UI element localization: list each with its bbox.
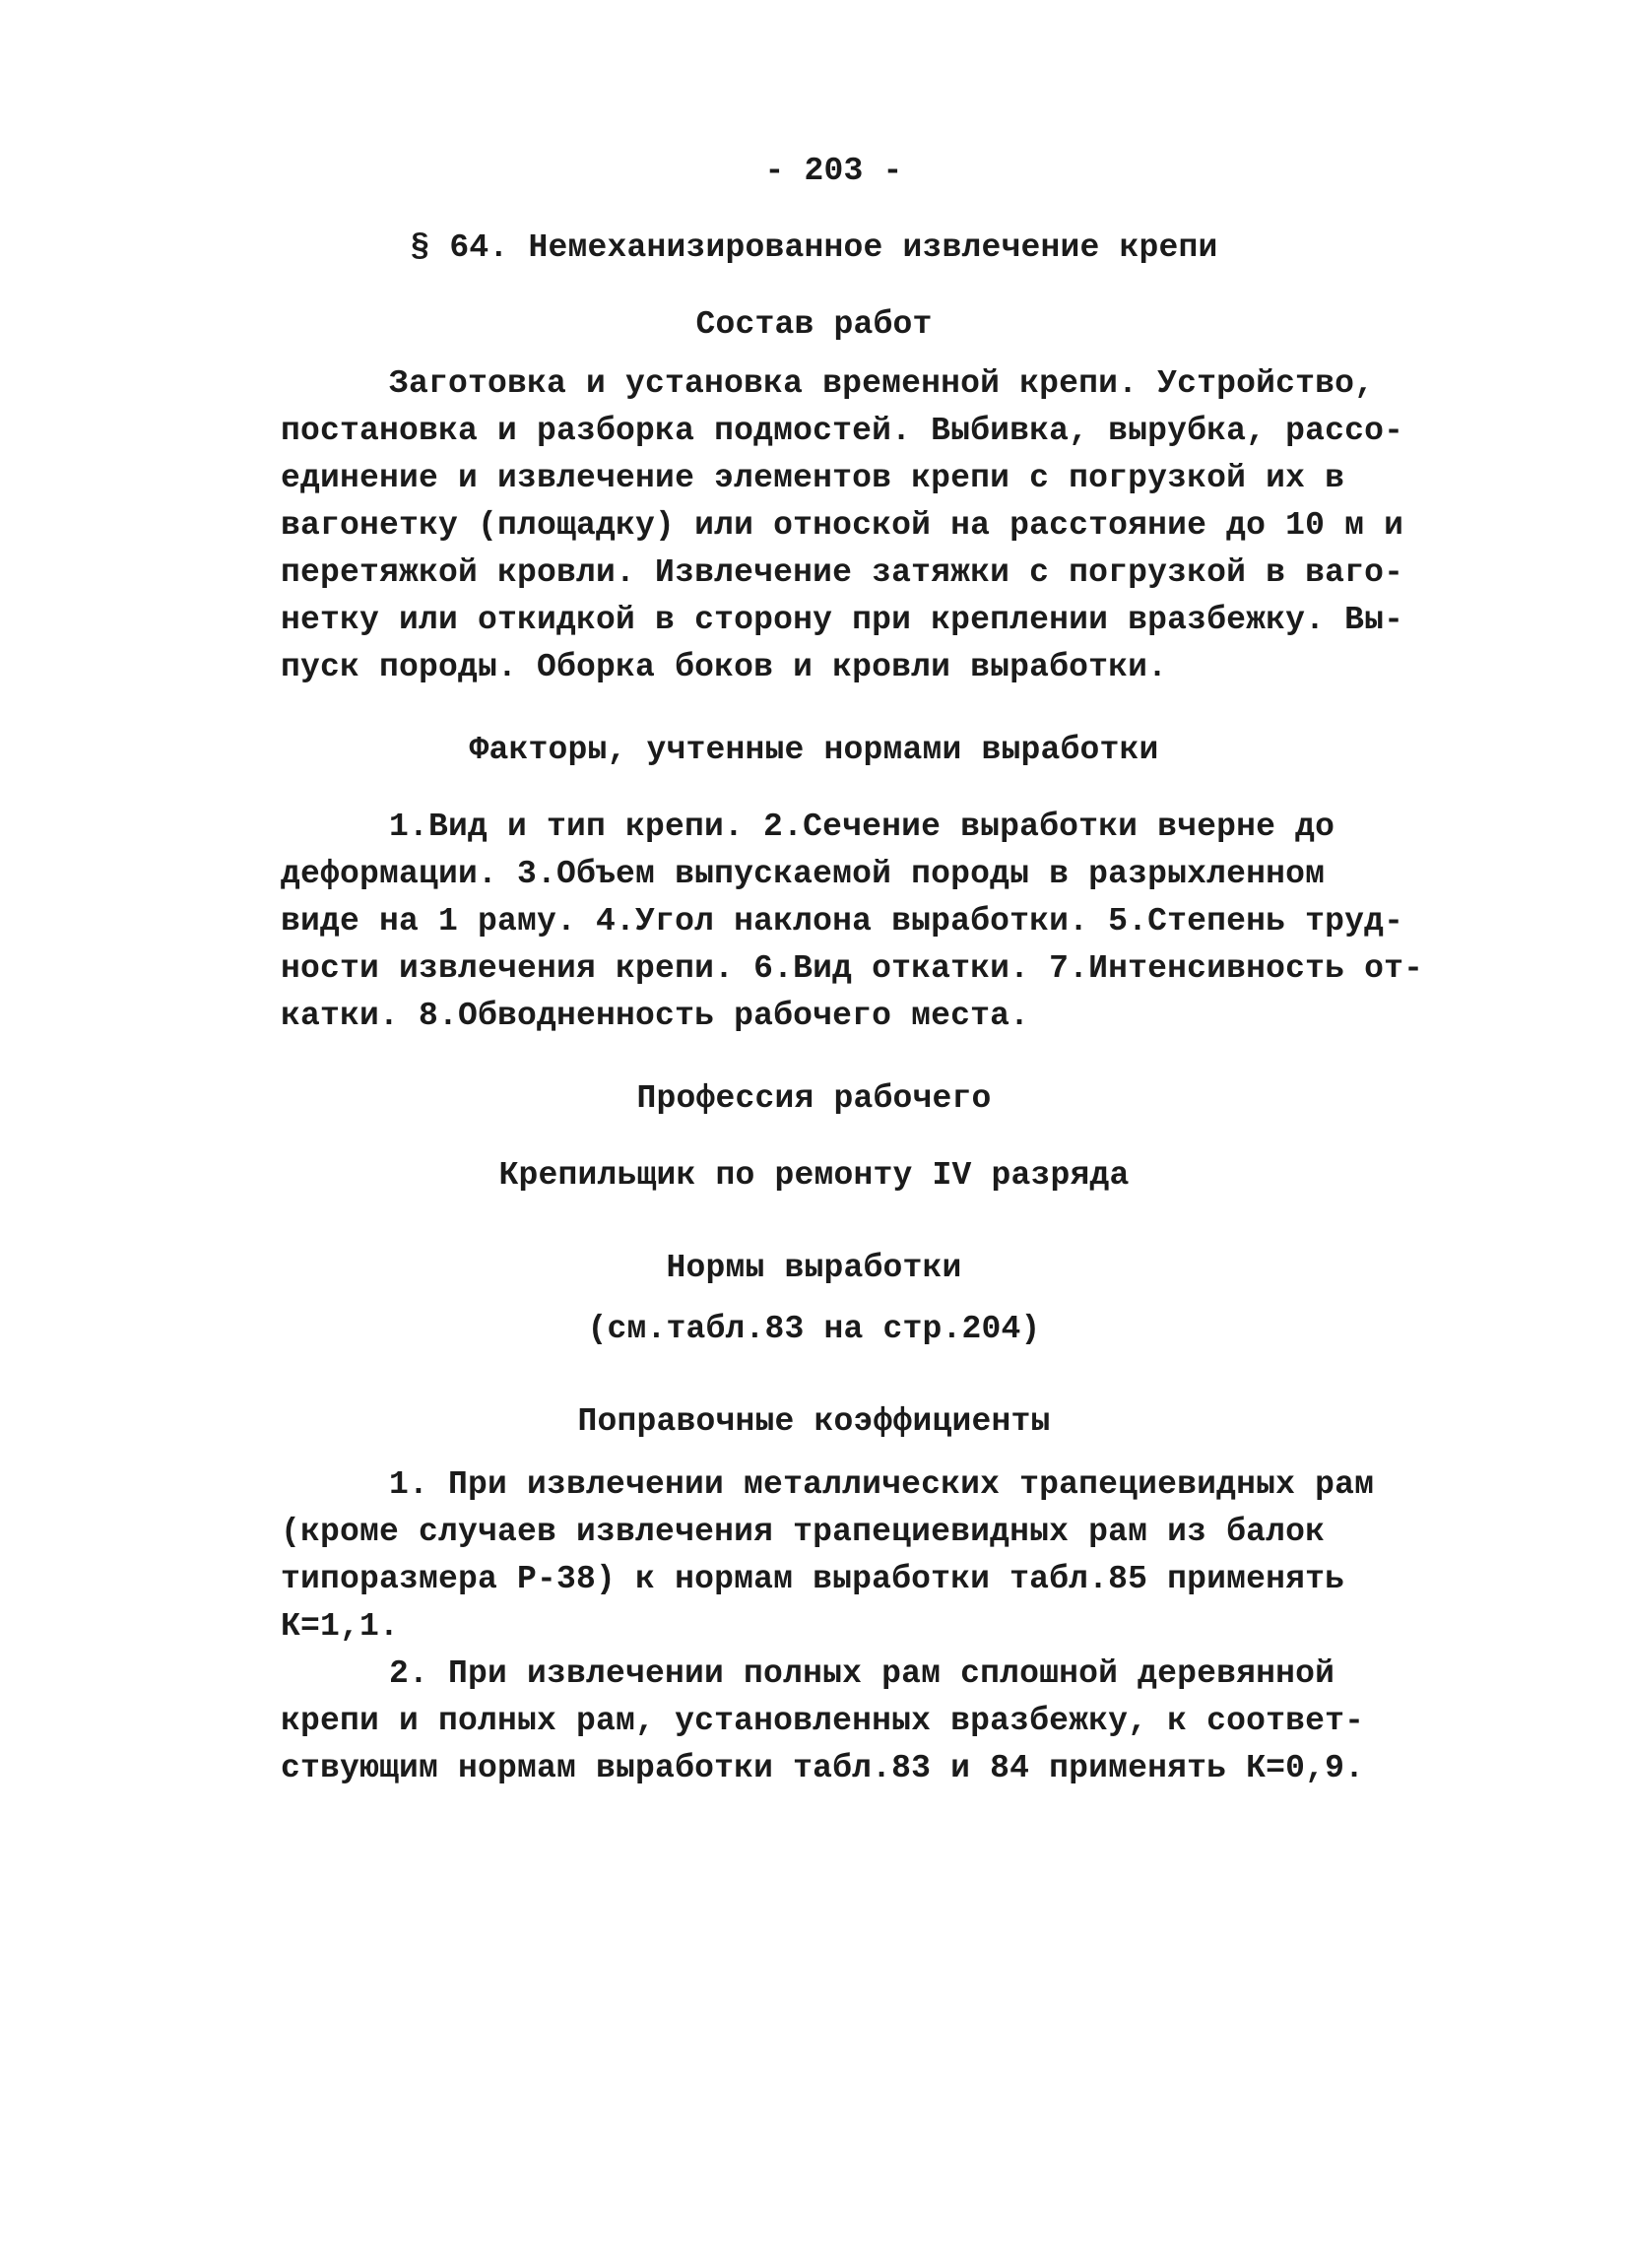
section-title: § 64. Немеханизированное извлечение крепи	[410, 229, 1218, 266]
norms-table-reference: (см.табл.83 на стр.204)	[587, 1311, 1041, 1347]
profession-value: Крепильщик по ремонту IV разряда	[498, 1157, 1130, 1194]
composition-line: нетку или откидкой в сторону при креплении вразбежку. Вы-	[281, 602, 1404, 638]
norms-heading: Нормы выработки	[666, 1250, 962, 1286]
factors-line: катки. 8.Обводненность рабочего места.	[281, 998, 1030, 1034]
coefficients-line: типоразмера Р-38) к нормам выработки табл.85 применять	[281, 1561, 1345, 1597]
factors-line: 1.Вид и тип крепи. 2.Сечение выработки вчерне до	[389, 809, 1335, 845]
coefficients-line: крепи и полных рам, установленных вразбежку, к соответ-	[281, 1703, 1365, 1739]
composition-line: пуск породы. Оборка боков и кровли выработки.	[281, 649, 1168, 685]
composition-line: вагонетку (площадку) или отноской на расстояние до 10 м и	[281, 507, 1404, 544]
coefficients-line: ствующим нормам выработки табл.83 и 84 применять К=0,9.	[281, 1750, 1365, 1786]
composition-line: Заготовка и установка временной крепи. Устройство,	[389, 365, 1375, 402]
factors-heading: Факторы, учтенные нормами выработки	[469, 732, 1159, 768]
composition-heading: Состав работ	[695, 306, 933, 343]
composition-line: постановка и разборка подмостей. Выбивка, вырубка, рассо-	[281, 413, 1404, 449]
profession-heading: Профессия рабочего	[636, 1080, 992, 1117]
coefficients-line: (кроме случаев извлечения трапециевидных рам из балок	[281, 1514, 1326, 1550]
factors-line: виде на 1 раму. 4.Угол наклона выработки. 5.Степень труд-	[281, 903, 1404, 940]
composition-line: перетяжкой кровли. Извлечение затяжки с погрузкой в ваго-	[281, 554, 1404, 591]
factors-line: ности извлечения крепи. 6.Вид откатки. 7.Интенсивность от-	[281, 950, 1424, 987]
coefficients-line: К=1,1.	[281, 1608, 400, 1645]
factors-line: деформации. 3.Объем выпускаемой породы в разрыхленном	[281, 856, 1326, 892]
composition-line: единение и извлечение элементов крепи с погрузкой их в	[281, 460, 1345, 496]
coefficients-line: 1. При извлечении металлических трапециевидных рам	[389, 1466, 1375, 1503]
coefficients-heading: Поправочные коэффициенты	[577, 1403, 1051, 1440]
page-number: - 203 -	[764, 153, 903, 189]
coefficients-line: 2. При извлечении полных рам сплошной деревянной	[389, 1655, 1335, 1692]
